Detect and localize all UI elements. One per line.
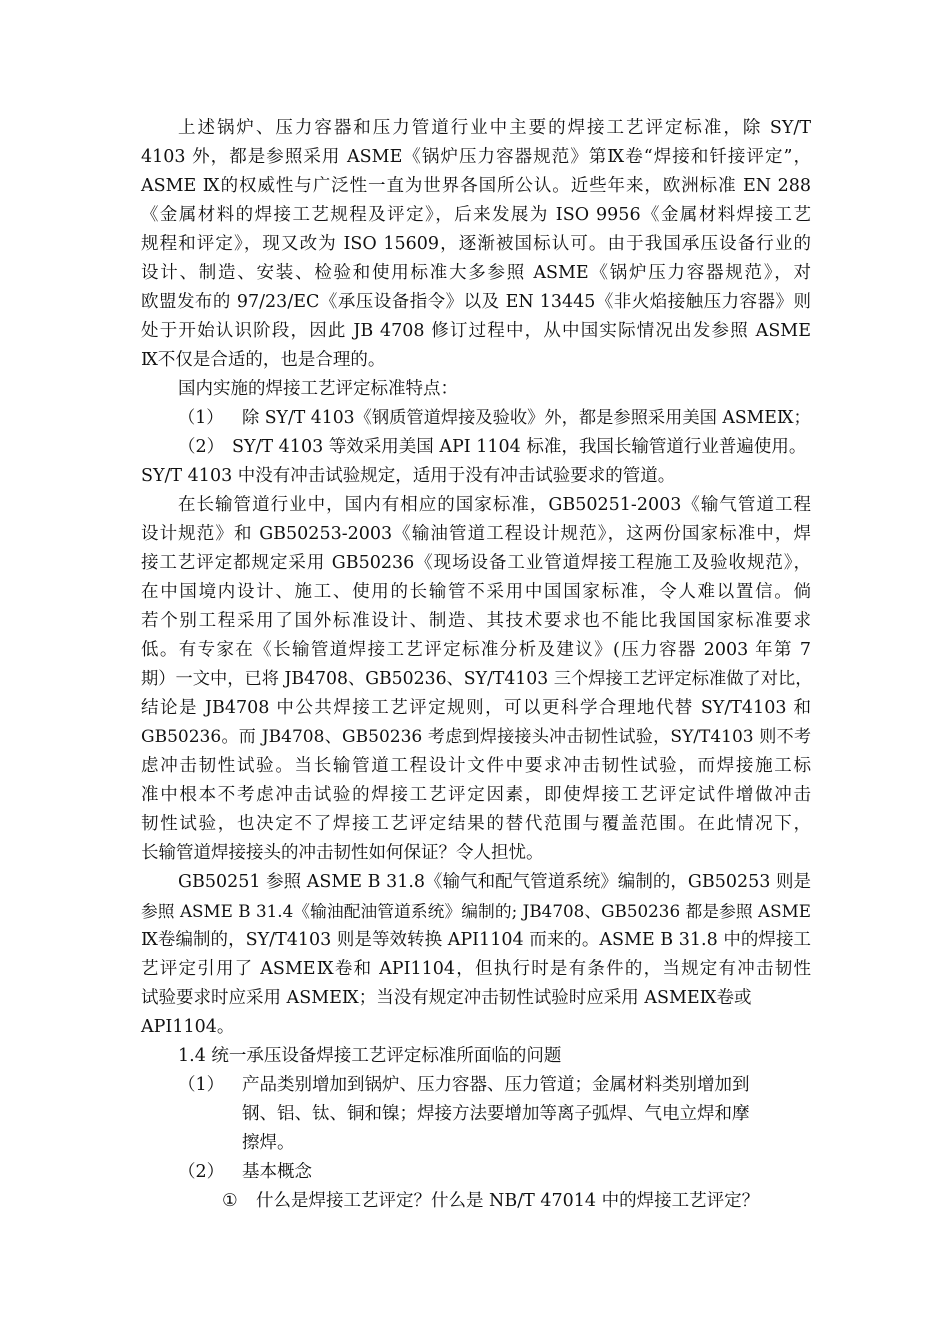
paragraph-line: 国内实施的焊接工艺评定标准特点： (178, 379, 458, 399)
list-item-text: 什么是焊接工艺评定？什么是 NB/T 47014 中的焊接工艺评定？ (256, 1191, 760, 1211)
paragraph-line: 《金属材料的焊接工艺规程及评定》，后来发展为 ISO 9956《金属材料焊接工艺 (141, 205, 811, 225)
paragraph-line: 韧性试验，也决定不了焊接工艺评定结果的替代范围与覆盖范围。在此情况下， (141, 814, 811, 834)
list-item (178, 404, 811, 432)
paragraph-line: 欧盟发布的 97/23/EC《承压设备指令》以及 EN 13445《非火焰接触压力容器》则 (141, 292, 811, 312)
list-item-number: ① (222, 1191, 238, 1211)
section-heading: 1.4 统一承压设备焊接工艺评定标准所面临的问题 (178, 1046, 562, 1066)
paragraph-line: 长输管道焊接接头的冲击韧性如何保证？令人担忧。 (141, 843, 544, 863)
list-item-number: （1） (178, 1075, 225, 1095)
paragraph-line: Ⅸ不仅是合适的，也是合理的。 (141, 350, 386, 370)
list-item-number: （2） (178, 437, 225, 457)
paragraph-line: 擦焊。 (242, 1133, 295, 1153)
paragraph-line: 若个别工程采用了国外标准设计、制造、其技术要求也不能比我国国家标准要求 (141, 611, 811, 631)
paragraph-line: GB50236。而 JB4708、GB50236 考虑到焊接接头冲击韧性试验，SY/T4103 则不考 (141, 727, 811, 747)
paragraph-line: SY/T 4103 中没有冲击试验规定，适用于没有冲击试验要求的管道。 (141, 466, 676, 486)
paragraph-line: 设计规范》和 GB50253-2003《输油管道工程设计规范》，这两份国家标准中，焊 (141, 524, 811, 544)
list-item-text: 基本概念 (242, 1162, 312, 1182)
paragraph-line: 接工艺评定都规定采用 GB50236《现场设备工业管道焊接工程施工及验收规范》， (141, 553, 811, 573)
paragraph-line: ASME Ⅸ的权威性与广泛性一直为世界各国所公认。近些年来，欧洲标准 EN 288 (141, 176, 811, 196)
paragraph-line: 钢、铝、钛、铜和镍；焊接方法要增加等离子弧焊、气电立焊和摩 (242, 1104, 750, 1124)
paragraph-line: 在长输管道行业中，国内有相应的国家标准，GB50251-2003《输气管道工程 (178, 495, 811, 515)
list-item (178, 433, 811, 461)
paragraph-line: 低。有专家在《长输管道焊接工艺评定标准分析及建议》(压力容器 2003 年第 7 (141, 640, 811, 660)
paragraph-line: 在中国境内设计、施工、使用的长输管不采用中国国家标准，令人难以置信。倘 (141, 582, 811, 602)
paragraph-line: Ⅸ卷编制的，SY/T4103 则是等效转换 API1104 而来的。ASME B 31.8 中的焊接工 (141, 930, 811, 950)
paragraph-line: 期）一文中，已将 JB4708、GB50236、SY/T4103 三个焊接工艺评定标准做了对比， (141, 669, 813, 689)
list-item-number: （1） (178, 408, 224, 428)
list-item (222, 1187, 811, 1215)
paragraph-line: 试验要求时应采用 ASMEⅨ；当没有规定冲击韧性试验时应采用 ASMEⅨ卷或 (141, 988, 752, 1008)
paragraph-line: 虑冲击韧性试验。当长输管道工程设计文件中要求冲击韧性试验，而焊接施工标 (141, 756, 811, 776)
paragraph-line: 参照 ASME B 31.4《输油配油管道系统》编制的; JB4708、GB50236 都是参照 ASME (141, 901, 811, 921)
list-item-number: （2） (178, 1162, 225, 1182)
paragraph-line: GB50251 参照 ASME B 31.8《输气和配气管道系统》编制的，GB50253 则是 (178, 872, 811, 892)
paragraph-line: 规程和评定》，现又改为 ISO 15609，逐渐被国标认可。由于我国承压设备行业的 (141, 234, 811, 254)
paragraph-line: 结论是 JB4708 中公共焊接工艺评定规则，可以更科学合理地代替 SY/T4103 和 (141, 698, 811, 718)
list-item-text: 产品类别增加到锅炉、压力容器、压力管道；金属材料类别增加到 (242, 1075, 750, 1095)
paragraph-line: 4103 外，都是参照采用 ASME《锅炉压力容器规范》第Ⅸ卷“焊接和钎接评定”， (141, 147, 811, 167)
list-item-text: SY/T 4103 等效采用美国 API 1104 标准，我国长输管道行业普遍使用。 (232, 437, 807, 457)
list-item (178, 1158, 811, 1186)
paragraph-line: 处于开始认识阶段，因此 JB 4708 修订过程中，从中国实际情况出发参照 ASME (141, 321, 811, 341)
paragraph-line: 设计、制造、安装、检验和使用标准大多参照 ASME《锅炉压力容器规范》，对 (141, 263, 811, 283)
list-item (178, 1071, 811, 1099)
list-item-text: 除 SY/T 4103《钢质管道焊接及验收》外，都是参照采用美国 ASMEⅨ； (242, 408, 811, 428)
paragraph-line: 艺评定引用了 ASMEⅨ卷和 API1104，但执行时是有条件的，当规定有冲击韧性 (141, 959, 811, 979)
paragraph-line: 上述锅炉、压力容器和压力管道行业中主要的焊接工艺评定标准，除 SY/T (178, 118, 811, 138)
paragraph-line: 准中根本不考虑冲击试验的焊接工艺评定因素，即使焊接工艺评定试件增做冲击 (141, 785, 811, 805)
paragraph-line: API1104。 (141, 1017, 235, 1037)
